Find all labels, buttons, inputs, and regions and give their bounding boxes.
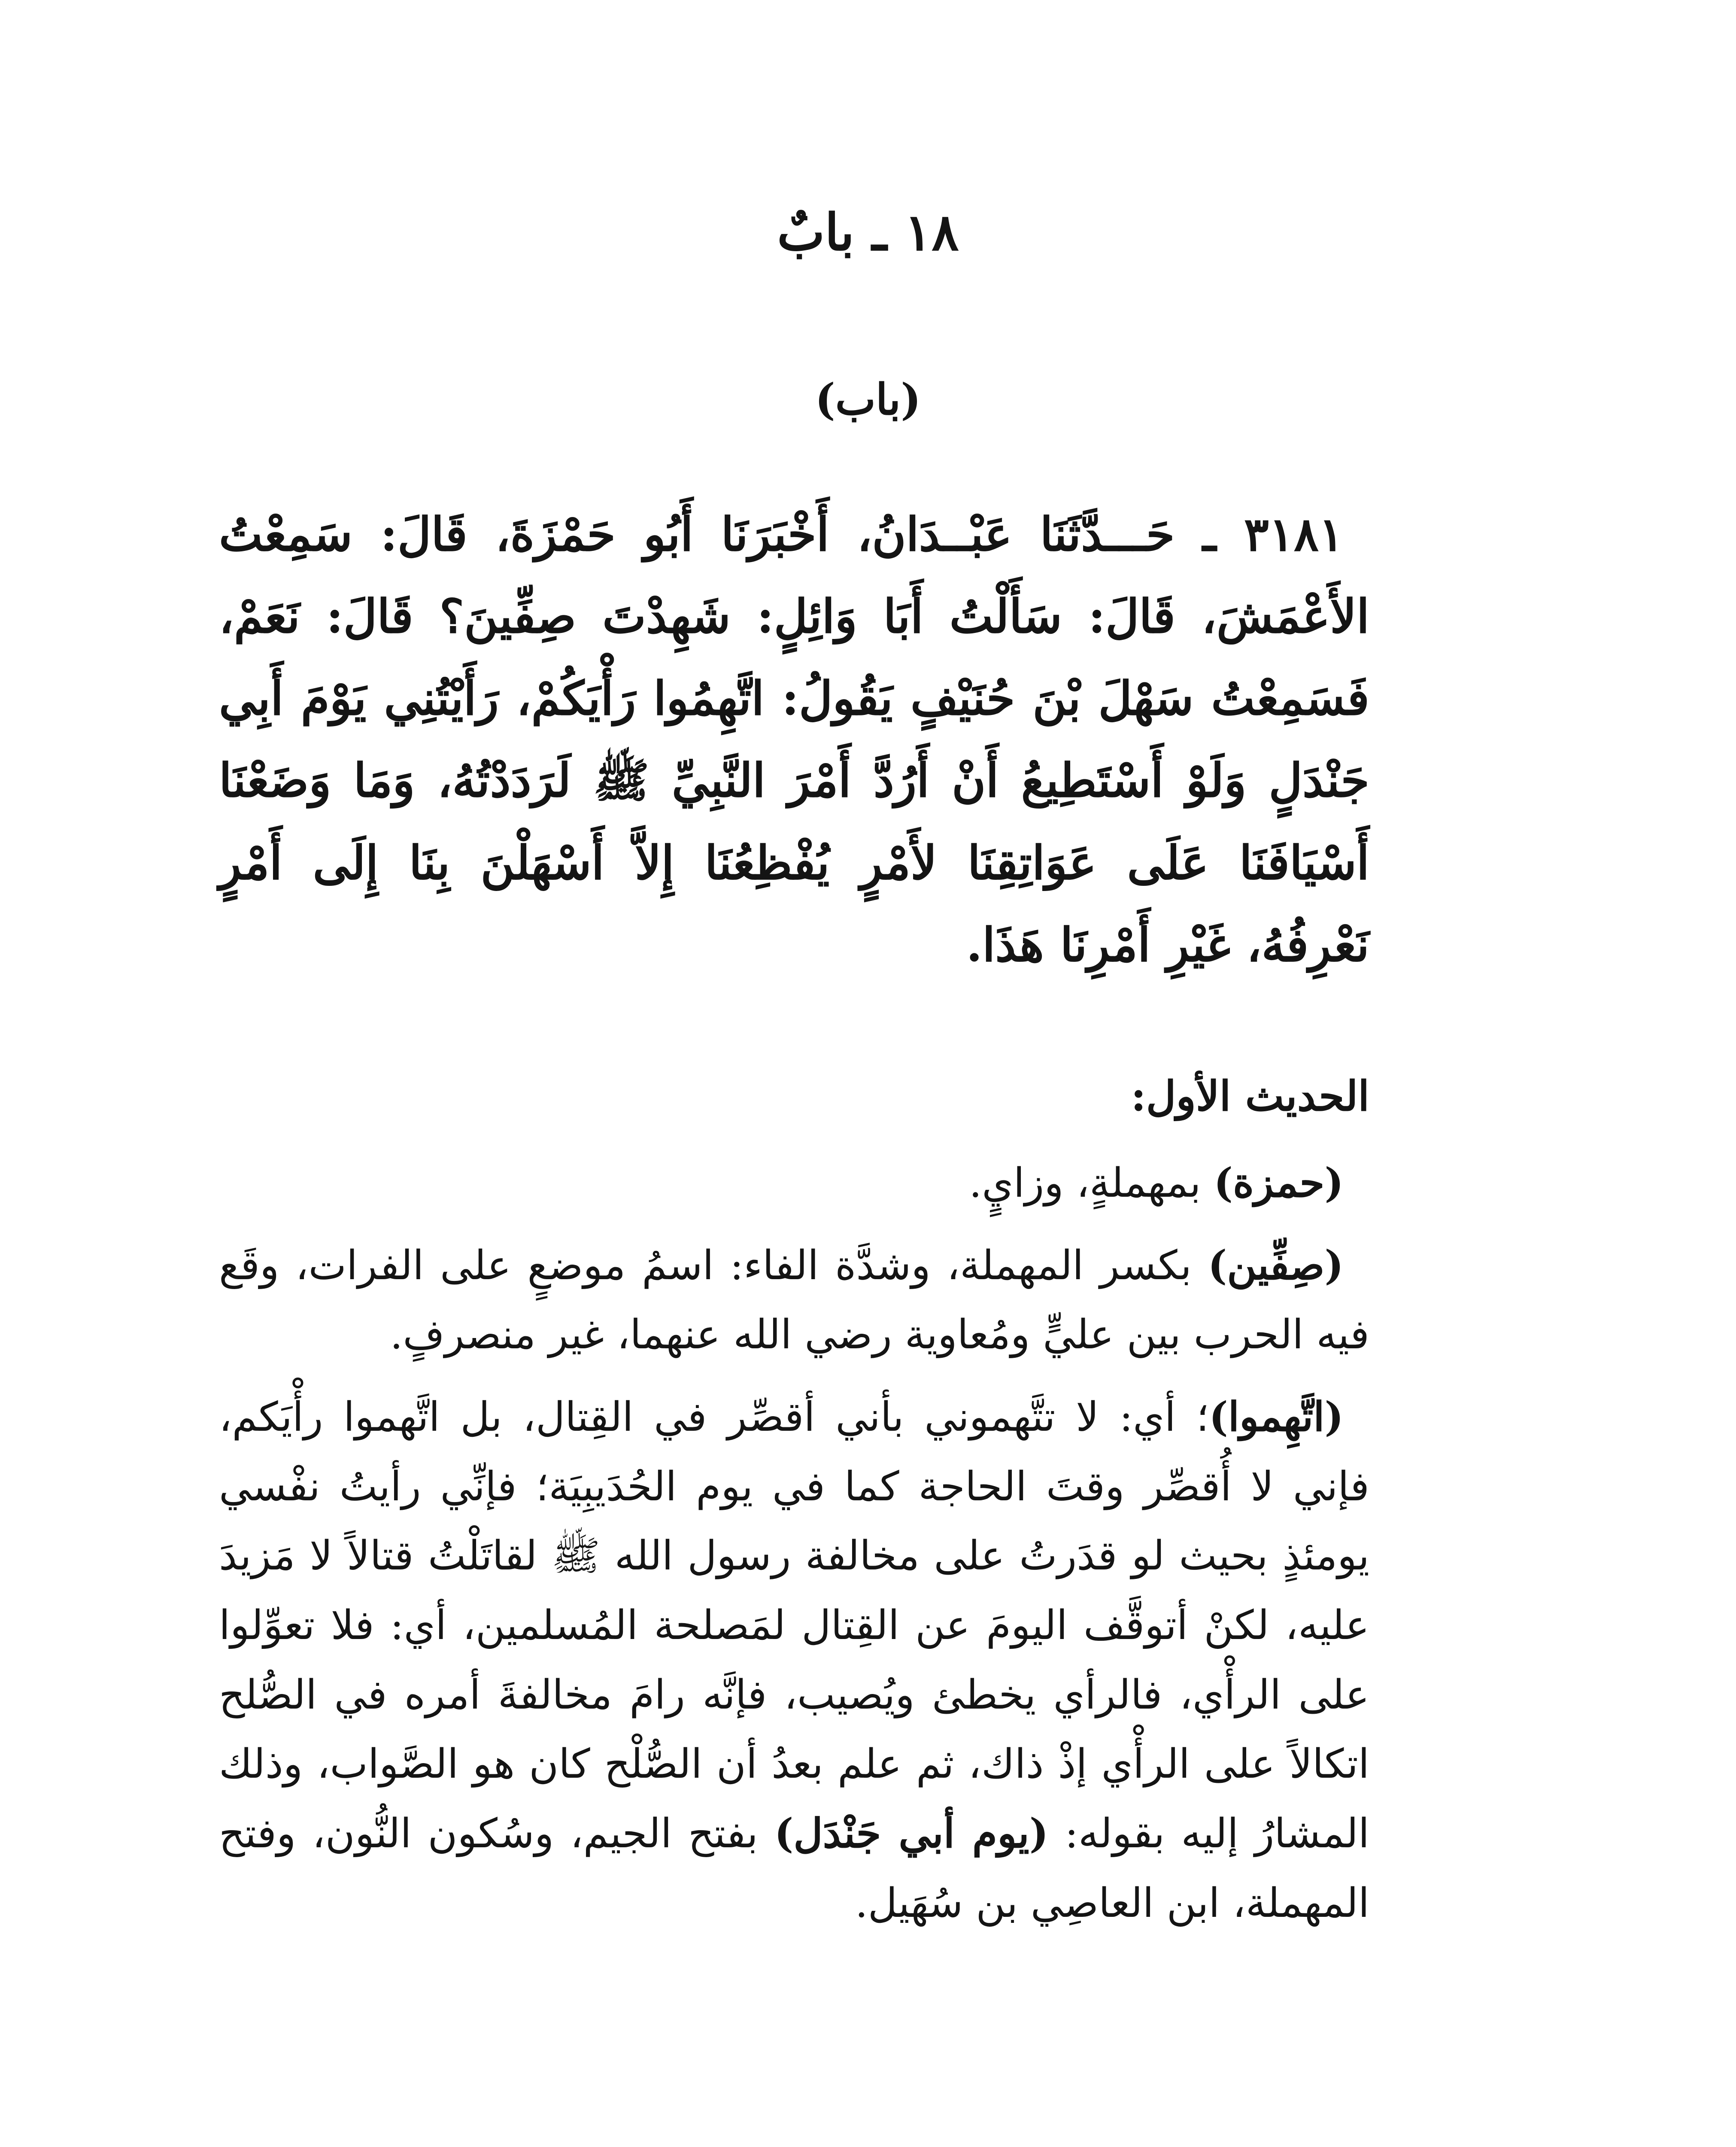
commentary-block (219, 1061, 1369, 1951)
chapter-title: ١٨ ـ بابٌ (777, 202, 959, 262)
commentary-paragraph (219, 1149, 1369, 1218)
hadith-text: ٣١٨١ ـ حَـــدَّثَنَا عَبْــدَانُ، أَخْبَرَنَا أَبُو حَمْزَةَ، قَالَ: سَمِعْتُ الأَعْمَشَ، قَالَ: سَأَلْتُ أَبَا وَائِلٍ: شَهِدْتَ صِفِّينَ؟ قَالَ: نَعَمْ، فَسَمِعْتُ سَهْلَ بْنَ حُنَيْفٍ يَقُولُ: اتَّهِمُوا رَأْيَكُمْ، رَأَيْتُنِي يَوْمَ أَبِي جَنْدَلٍ وَلَوْ أَسْتَطِيعُ أَنْ أَرُدَّ أَمْرَ النَّبِيِّ ﷺ لَرَدَدْتُهُ، وَمَا وَضَعْنَا أَسْيَافَنَا عَلَى عَوَاتِقِنَا لأَمْرٍ يُفْظِعُنَا إِلاَّ أَسْهَلْنَ بِنَا إِلَى أَمْرٍ نَعْرِفُهُ، غَيْرِ أَمْرِنَا هَذَا. (219, 508, 1369, 972)
hadith-text-block (219, 494, 1369, 986)
commentary-explanation: ؛ أي: لا تتَّهموني بأني أقصِّر في القِتال، بل اتَّهموا رأْيَكم، فإني لا أُقصِّر وقتَ الحاجة كما في يوم الحُدَيبِيَة؛ فإنِّي رأيتُ نفْسي يومئذٍ بحيث لو قدَرتُ على مخالفة رسول الله ﷺ لقاتَلْتُ قتالاً لا مَزيدَ عليه، لكنْ أتوقَّف اليومَ عن القِتال لمَصلحة المُسلمين، أي: فلا تعوِّلوا على الرأْي، فالرأي يخطئ ويُصيب، فإنَّه رامَ مخالفةَ أمره في الصُّلح اتكالاً على الرأْي إذْ ذاك، ثم علم بعدُ أن الصُّلْح كان هو الصَّواب، وذلك المشارُ إليه بقوله: (219, 1394, 1370, 1858)
commentary-paragraph (219, 1383, 1369, 1938)
section-title: (باب) (815, 374, 921, 425)
commentary-lemma: (حمزة) (1214, 1159, 1344, 1207)
commentary-lemma: (صِفِّين) (1208, 1241, 1344, 1289)
commentary-explanation: بفتح الجيم، وسُكون النُّون، وفتح المهملة، ابن العاصِي بن سُهَيل. (219, 1810, 1369, 1927)
commentary-lemma: (اتَّهِموا) (1209, 1393, 1344, 1441)
commentary-lemma: (يوم أبي جَنْدَل) (774, 1810, 1049, 1858)
commentary-explanation: بكسر المهملة، وشدَّة الفاء: اسمُ موضعٍ على الفرات، وقَع فيه الحرب بين عليٍّ ومُعاوية رضي الله عنهما، غير منصرفٍ. (219, 1242, 1369, 1359)
commentary-paragraph (219, 1231, 1369, 1370)
commentary-explanation: بمهملةٍ، وزايٍ. (969, 1160, 1214, 1207)
commentary-heading: الحديث الأول: (1131, 1072, 1369, 1120)
